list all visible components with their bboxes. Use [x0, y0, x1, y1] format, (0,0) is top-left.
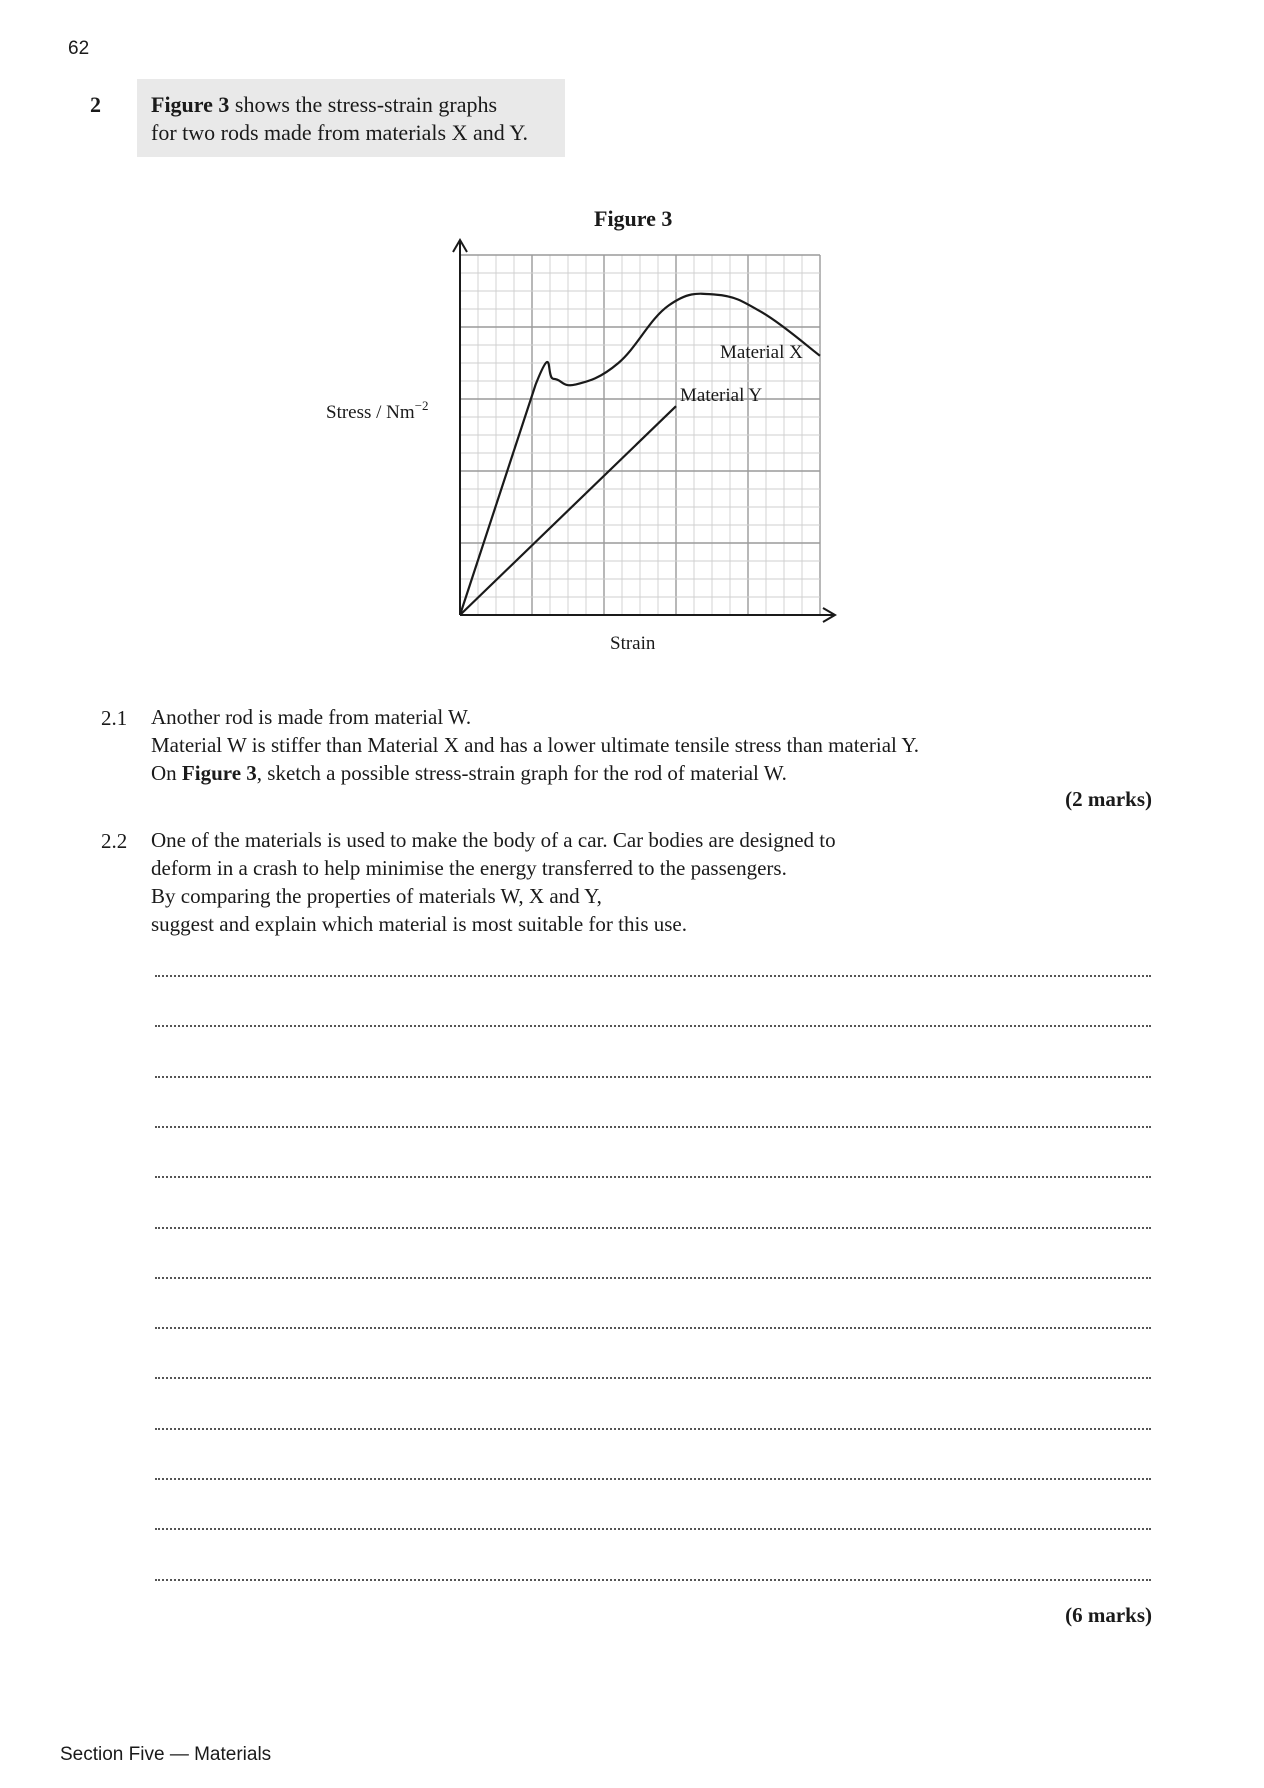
chart-axes	[453, 240, 835, 622]
q21-line-3-bold: Figure 3	[181, 761, 257, 785]
q21-number: 2.1	[101, 706, 128, 730]
answer-line[interactable]	[155, 1126, 1151, 1128]
answer-line[interactable]	[155, 1528, 1151, 1530]
question-intro	[151, 91, 528, 147]
q21-line-3-rest: , sketch a possible stress-strain graph for the rod of material W.	[256, 761, 787, 785]
series-label-material-y: Material Y	[680, 385, 763, 406]
answer-line[interactable]	[155, 1327, 1151, 1329]
q22-line-3: By comparing the properties of materials W, X and Y,	[151, 884, 602, 908]
y-axis-label-superscript: −2	[414, 398, 429, 413]
answer-line[interactable]	[155, 1377, 1151, 1379]
x-axis-label: Strain	[610, 633, 656, 654]
q22-line-2: deform in a crash to help minimise the energy transferred to the passengers.	[151, 856, 787, 880]
q22-marks: (6 marks)	[1065, 1603, 1152, 1627]
q22-text	[151, 826, 836, 938]
q22-number: 2.2	[101, 829, 128, 853]
answer-line[interactable]	[155, 1428, 1151, 1430]
footer-section-title: Section Five — Materials	[60, 1744, 272, 1765]
q22-line-4: suggest and explain which material is most suitable for this use.	[151, 912, 687, 936]
q21-marks: (2 marks)	[1065, 787, 1152, 811]
answer-line[interactable]	[155, 1025, 1151, 1027]
y-axis-label	[326, 398, 429, 423]
q21-line-3-prefix: On	[151, 761, 182, 785]
q21-line-2: Material W is stiffer than Material X and has a lower ultimate tensile stress than material Y.	[151, 733, 920, 757]
answer-line[interactable]	[155, 975, 1151, 977]
answer-line[interactable]	[155, 1478, 1151, 1480]
q21-line-1: Another rod is made from material W.	[151, 705, 472, 729]
answer-line[interactable]	[155, 1579, 1151, 1581]
answer-line[interactable]	[155, 1277, 1151, 1279]
intro-line-2: for two rods made from materials X and Y.	[151, 120, 528, 145]
y-axis-label-text: Stress / Nm	[326, 402, 415, 423]
answer-line[interactable]	[155, 1076, 1151, 1078]
answer-line[interactable]	[155, 1176, 1151, 1178]
intro-bold: Figure 3	[151, 92, 230, 117]
stress-strain-chart[interactable]	[300, 225, 940, 665]
chart-grid	[460, 255, 820, 615]
q21-text	[151, 703, 919, 787]
intro-line-1	[151, 91, 528, 119]
q22-line-1: One of the materials is used to make the body of a car. Car bodies are designed to	[151, 828, 836, 852]
intro-line-1-rest: shows the stress-strain graphs	[229, 92, 498, 117]
figure-title: Figure 3	[594, 206, 673, 231]
q21-line-3	[151, 759, 919, 787]
series-label-material-x: Material X	[720, 342, 803, 363]
question-number: 2	[90, 92, 101, 117]
answer-line[interactable]	[155, 1227, 1151, 1229]
page-number: 62	[68, 38, 90, 59]
